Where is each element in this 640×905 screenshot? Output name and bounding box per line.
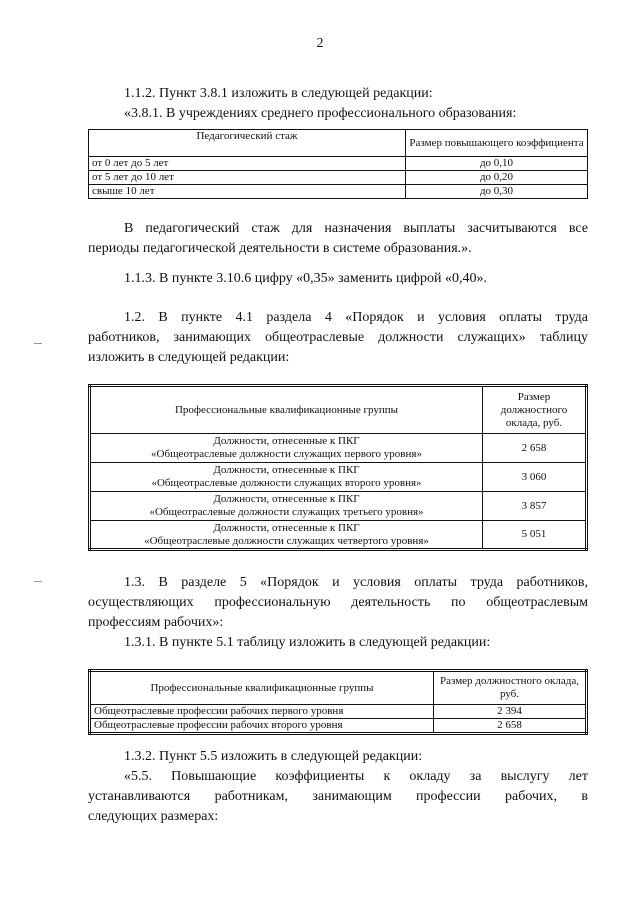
table-cell-group: Общеотраслевые профессии рабочих первого уровня <box>90 705 434 719</box>
group-line-1: Должности, отнесенные к ПКГ <box>213 435 360 447</box>
column-header-coefficient: Размер повышающего коэффициента <box>406 130 588 157</box>
group-line-2: «Общеотраслевые должности служащих второго уровня» <box>151 477 422 489</box>
table-cell-experience: от 5 лет до 10 лет <box>89 171 406 185</box>
paragraph-1-2-line-3: изложить в следующей редакции: <box>88 350 290 365</box>
table-cell-group: Общеотраслевые профессии рабочих второго уровня <box>90 719 434 734</box>
table-row <box>89 185 588 199</box>
table-header-row <box>90 386 587 434</box>
table-cell-group <box>90 521 483 550</box>
table-cell-salary: 2 658 <box>483 434 587 463</box>
table-worker-salaries <box>88 669 588 735</box>
paragraph-5-5-line-3: следующих размерах: <box>88 809 219 824</box>
table-cell-salary: 5 051 <box>483 521 587 550</box>
table-row <box>89 157 588 171</box>
paragraph-1-1-2: 1.1.2. Пункт 3.8.1 изложить в следующей редакции: <box>124 86 433 101</box>
table-row <box>90 521 587 550</box>
column-header-salary: Размер должностного оклада, руб. <box>483 386 587 434</box>
table-row <box>90 705 587 719</box>
table-cell-salary: 2 658 <box>434 719 587 734</box>
table-cell-coefficient: до 0,10 <box>406 157 588 171</box>
group-line-1: Должности, отнесенные к ПКГ <box>213 521 360 534</box>
table-header-row <box>89 130 588 157</box>
paragraph-1-3-1: 1.3.1. В пункте 5.1 таблицу изложить в следующей редакции: <box>124 635 491 650</box>
margin-mark <box>34 581 42 582</box>
column-header-qualification-groups: Профессиональные квалификационные группы <box>90 671 434 705</box>
group-line-1: Должности, отнесенные к ПКГ <box>213 493 360 505</box>
group-line-2: «Общеотраслевые должности служащих четвертого уровня» <box>144 534 429 547</box>
paragraph-experience-line-1: В педагогический стаж для назначения выплаты засчитываются все <box>124 221 588 236</box>
paragraph-5-5-line-1: «5.5. Повышающие коэффициенты к окладу за выслугу лет <box>124 769 588 784</box>
paragraph-1-3-line-3: профессиям рабочих»: <box>88 615 224 630</box>
column-header-experience: Педагогический стаж <box>89 130 406 157</box>
paragraph-3-8-1: «3.8.1. В учреждениях среднего профессионального образования: <box>124 106 517 121</box>
table-row <box>90 463 587 492</box>
group-line-1: Должности, отнесенные к ПКГ <box>213 464 360 476</box>
paragraph-1-1-3: 1.1.3. В пункте 3.10.6 цифру «0,35» заменить цифрой «0,40». <box>124 271 487 286</box>
table-cell-group <box>90 492 483 521</box>
table-cell-salary: 3 060 <box>483 463 587 492</box>
table-cell-coefficient: до 0,30 <box>406 185 588 199</box>
paragraph-1-2-line-1: 1.2. В пункте 4.1 раздела 4 «Порядок и условия оплаты труда <box>124 310 588 325</box>
table-cell-salary: 2 394 <box>434 705 587 719</box>
page-number: 2 <box>316 36 324 51</box>
table-row <box>90 492 587 521</box>
group-line-2: «Общеотраслевые должности служащих третьего уровня» <box>149 506 424 518</box>
margin-mark <box>34 343 42 344</box>
table-row <box>90 719 587 734</box>
column-header-qualification-groups: Профессиональные квалификационные группы <box>90 386 483 434</box>
table-cell-salary: 3 857 <box>483 492 587 521</box>
column-header-salary: Размер должностного оклада, руб. <box>434 671 587 705</box>
group-line-2: «Общеотраслевые должности служащих первого уровня» <box>151 448 422 460</box>
table-row <box>90 434 587 463</box>
paragraph-1-3-2: 1.3.2. Пункт 5.5 изложить в следующей редакции: <box>124 749 423 764</box>
table-cell-group <box>90 463 483 492</box>
paragraph-5-5-line-2: устанавливаются работникам, занимающим профессии рабочих, в <box>88 789 588 804</box>
table-cell-coefficient: до 0,20 <box>406 171 588 185</box>
table-cell-group <box>90 434 483 463</box>
paragraph-experience-line-2: периоды педагогической деятельности в системе образования.». <box>88 241 472 256</box>
table-cell-experience: свыше 10 лет <box>89 185 406 199</box>
table-employee-salaries <box>88 384 588 551</box>
table-row <box>89 171 588 185</box>
paragraph-1-2-line-2: работников, занимающих общеотраслевые должности служащих» таблицу <box>88 330 588 345</box>
table-pedagogical-experience <box>88 129 588 199</box>
table-cell-experience: от 0 лет до 5 лет <box>89 157 406 171</box>
table-header-row <box>90 671 587 705</box>
paragraph-1-3-line-2: осуществляющих профессиональную деятельность по общеотраслевым <box>88 595 588 610</box>
paragraph-1-3-line-1: 1.3. В разделе 5 «Порядок и условия оплаты труда работников, <box>124 575 588 590</box>
